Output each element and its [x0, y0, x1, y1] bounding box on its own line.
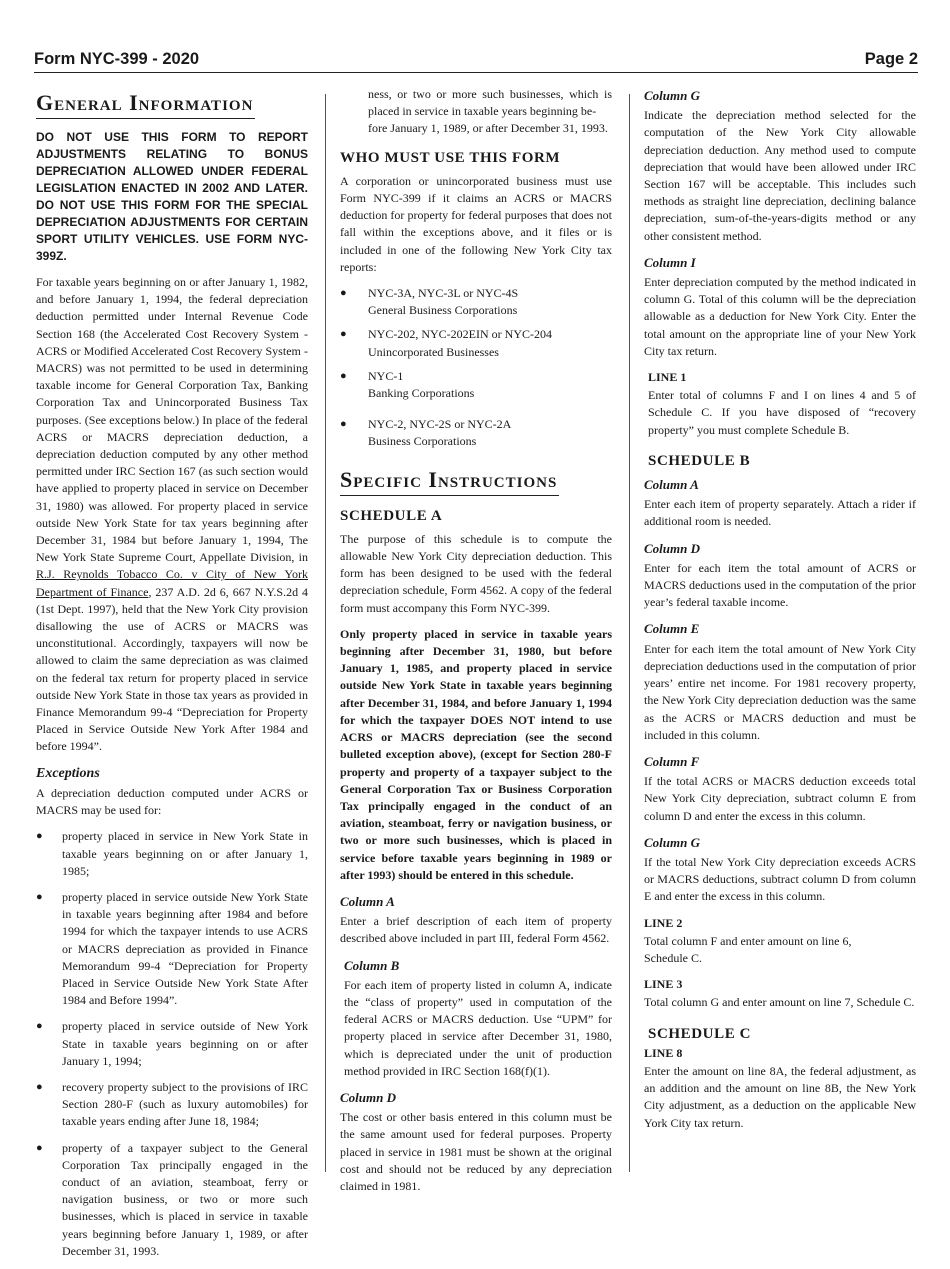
- schedule-b-column-d-heading: Column D: [644, 540, 700, 556]
- exception-continued-end: fore January 1, 1989, or after December 31, 1993.: [368, 121, 608, 136]
- intro-text-a: For taxable years beginning on or after January 1, 1982, and before January 1, 1994, the federal depreciation deduction permitted under Internal Revenue Code Section 168 (the Accelerated Cost Recovery System - ACRS or Modified Accelerated Cost Recovery System - MACRS) was not permitted to be used in determining taxable income for General Corporation Tax, Banking Corporation Tax and Unincorporated Business Tax purposes. (See exceptions below.) In place of the federal ACRS or MACRS depreciation deduction, a depreciation deduction computed by any other method permitted under IRC Section 167 (as such section would have applied to property placed in service on December 31, 1980) was allowed. For property placed in service outside New York State for tax years beginning after December 31, 1984 but before January 1, 1994, The New York State Supreme Court, Appellate Division, in: [36, 275, 308, 565]
- exceptions-heading: Exceptions: [36, 765, 100, 781]
- column-i-heading: Column I: [644, 254, 696, 270]
- column-2: [340, 86, 612, 1204]
- column-d-text: The cost or other basis entered in this column must be the same amount used for federal purposes. Property placed in service in 1981 must be shown at the original cost and should not be reduced by any depreciation claimed in 1981.: [340, 1110, 612, 1193]
- schedule-b-column-f-heading: Column F: [644, 753, 700, 769]
- case-citation: R.J. Reynolds Tobacco Co. v City of New York Department of Finance: [36, 567, 308, 599]
- schedule-b-heading: SCHEDULE B: [648, 452, 751, 469]
- line-1-heading: LINE 1: [648, 370, 687, 385]
- line-3-heading: LINE 3: [644, 977, 683, 992]
- schedule-b-column-a-text: Enter each item of property separately. Attach a rider if additional room is needed.: [644, 497, 916, 529]
- list-item: ● NYC-2, NYC-2S or NYC-2A Business Corporations: [340, 416, 612, 450]
- column-3: [644, 86, 916, 1141]
- schedule-a-heading: SCHEDULE A: [340, 507, 443, 524]
- list-item: ● NYC-1 Banking Corporations: [340, 368, 612, 402]
- line-8-heading: LINE 8: [644, 1045, 683, 1060]
- column-a-heading: Column A: [340, 893, 395, 909]
- exception-continued: ness, or two or more such businesses, which is placed in service in taxable years beginning be-: [368, 87, 612, 119]
- exceptions-intro: A depreciation deduction computed under ACRS or MACRS may be used for:: [36, 785, 308, 818]
- page-number: Page 2: [864, 50, 918, 68]
- form-id: Form NYC-399 - 2020: [34, 50, 200, 68]
- column-1: [36, 86, 308, 1269]
- list-item: ● property placed in service in New York State in taxable years beginning on or after January 1, 1985;: [36, 828, 308, 880]
- schedule-c-heading: SCHEDULE C: [648, 1025, 752, 1042]
- schedule-a-bold-note: Only property placed in service in taxable years beginning after December 31, 1980, but before January 1, 1985, and property placed in service outside New York State in taxable years beginning after December 31, 1984, and before January 1, 1994 for which the taxpayer DOES NOT intend to use ACRS or MACRS depreciation (see the second bulleted exception above), (except for Section 280-F property and property of a taxpayer subject to the General Corporation Tax or Business Corporation Tax principally engaged in the conduct of an aviation, steamboat, ferry or navigation business, or two or more such businesses, which is placed in service before taxable years beginning in 1989 or after 1993) should be entered in this schedule.: [340, 626, 612, 882]
- list-item: ● property placed in service outside New York State in taxable years beginning after 1984 and before 1994 for which the taxpayer intends to use ACRS or MACRS depreciation as provided in Finance Memorandum 99-4 “Depreciation for Property Placed in Service Outside New York State After 1984 and Before 1994”.: [36, 889, 308, 1009]
- who-must-use-heading: WHO MUST USE THIS FORM: [340, 149, 561, 166]
- intro-paragraph: [36, 274, 308, 756]
- column-b-text: For each item of property listed in column A, indicate the “class of property” used in computation of the federal ACRS or MACRS deduction. Use “UPM” for property placed in service after December 31, 1980, which is depreciated under the unit of production method provided in IRC Section 168(f)(1).: [344, 977, 612, 1078]
- schedule-b-column-g-heading: Column G: [644, 834, 700, 850]
- line-8-text: Enter the amount on line 8A, the federal adjustment, as an addition and the amount on line 8B, the New York City adjustment, as a deduction on the applicable New York City tax return.: [644, 1063, 916, 1130]
- column-a-text: Enter a brief description of each item of property described above included in part III, federal Form 4562.: [340, 914, 612, 946]
- column-divider: [325, 94, 326, 1172]
- warning-notice: DO NOT USE THIS FORM TO REPORT ADJUSTMENTS RELATING TO BONUS DEPRECIATION ALLOWED UNDER FEDERAL LEGISLATION ENACTED IN 2002 AND LATER. DO NOT USE THIS FORM FOR THE SPECIAL DEPRECIATION ADJUSTMENTS FOR CERTAIN SPORT UTILITY VEHICLES. USE FORM NYC-399Z.: [36, 130, 308, 263]
- list-item: ● property placed in service outside of New York State in taxable years beginning on or after January 1, 1994;: [36, 1018, 308, 1070]
- list-item: ● property of a taxpayer subject to the General Corporation Tax principally engaged in the conduct of an aviation, steamboat, ferry or navigation business, or two or more such businesses, which is placed in service in taxable years beginning before January 1, 1989, or after December 31, 1993.: [36, 1140, 308, 1260]
- line-3-text: Total column G and enter amount on line 7, Schedule C.: [644, 995, 915, 1010]
- specific-instructions-title: Specific Instructions: [340, 465, 559, 496]
- line-2-text: Total column F and enter amount on line 6, Schedule C.: [644, 933, 852, 965]
- column-g-text: Indicate the depreciation method selected for the computation of the New York City allowable depreciation deduction. Any method used to compute depreciation that would have been allowed under IRC Section 167 will be acceptable. This includes such methods as straight line depreciation, declining balance depreciation, sum-of-the-years-digits method or any other consistent method.: [644, 108, 916, 243]
- schedule-b-column-d-text: Enter for each item the total amount of ACRS or MACRS deductions used in the computation of the prior year’s federal taxable income.: [644, 560, 916, 610]
- column-d-heading: Column D: [340, 1089, 396, 1105]
- column-g-heading: Column G: [644, 88, 700, 103]
- schedule-b-column-a-heading: Column A: [644, 477, 699, 493]
- line-2-heading: LINE 2: [644, 915, 683, 930]
- list-item: ● NYC-202, NYC-202EIN or NYC-204 Unincorporated Businesses: [340, 326, 612, 360]
- schedule-b-column-e-text: Enter for each item the total amount of New York City depreciation deductions used in the computation of prior years’ entire net income. For 1981 recovery property, the New York City depreciation deduction was the same as the ACRS or MACRS deduction and must be included in this column.: [644, 641, 916, 742]
- who-must-use-text: A corporation or unincorporated business must use Form NYC-399 if it claims an ACRS or MACRS deduction for property for federal purposes that does not fall within the exceptions above, and it files or is included in one of the following New York City tax reports:: [340, 173, 612, 274]
- page-header: [34, 50, 918, 73]
- intro-text-b: , 237 A.D. 2d 6, 667 N.Y.S.2d 4 (1st Dept. 1997), held that the New York City provision disallowing the use of ACRS or MACRS was unconstitutional. Accordingly, taxpayers will now be allowed to claim the same depreciation as was claimed on the federal tax return for property placed in service outside New York State in those tax years as provided in Finance Memorandum 99-4 “Depreciation for Property Placed in Service Outside New York After 1984 and before 1994”.: [36, 584, 309, 754]
- column-b-heading: Column B: [344, 957, 400, 973]
- column-i-text: Enter depreciation computed by the method indicated in column G. Total of this column will be the depreciation allowable as a deduction for New York City. Enter the total amount on the appropriate line of your New York City tax return.: [644, 275, 916, 358]
- general-information-title: General Information: [36, 88, 255, 119]
- exceptions-list: [36, 828, 308, 1260]
- tax-reports-list: [340, 285, 612, 451]
- schedule-b-column-e-heading: Column E: [644, 621, 700, 637]
- schedule-b-column-f-text: If the total ACRS or MACRS deduction exceeds total New York City depreciation, subtract column E from column D and enter the excess in this column.: [644, 774, 916, 823]
- column-divider: [629, 94, 630, 1172]
- list-item: ● NYC-3A, NYC-3L or NYC-4S General Business Corporations: [340, 285, 612, 319]
- schedule-a-text: The purpose of this schedule is to compute the allowable New York City depreciation deduction. This form has been designed to be used with the federal depreciation schedule, Form 4562. A copy of the federal form must accompany this Form NYC-399.: [340, 531, 612, 615]
- list-item: ● recovery property subject to the provisions of IRC Section 280-F (such as luxury automobiles) for taxable years ending after June 18, 1984;: [36, 1079, 308, 1131]
- line-1-text: Enter total of columns F and I on lines 4 and 5 of Schedule C. If you have disposed of “recovery property” you must complete Schedule B.: [648, 388, 916, 437]
- schedule-b-column-g-text: If the total New York City depreciation exceeds ACRS or MACRS deductions, subtract column D from column E and enter the excess in this column.: [644, 854, 916, 904]
